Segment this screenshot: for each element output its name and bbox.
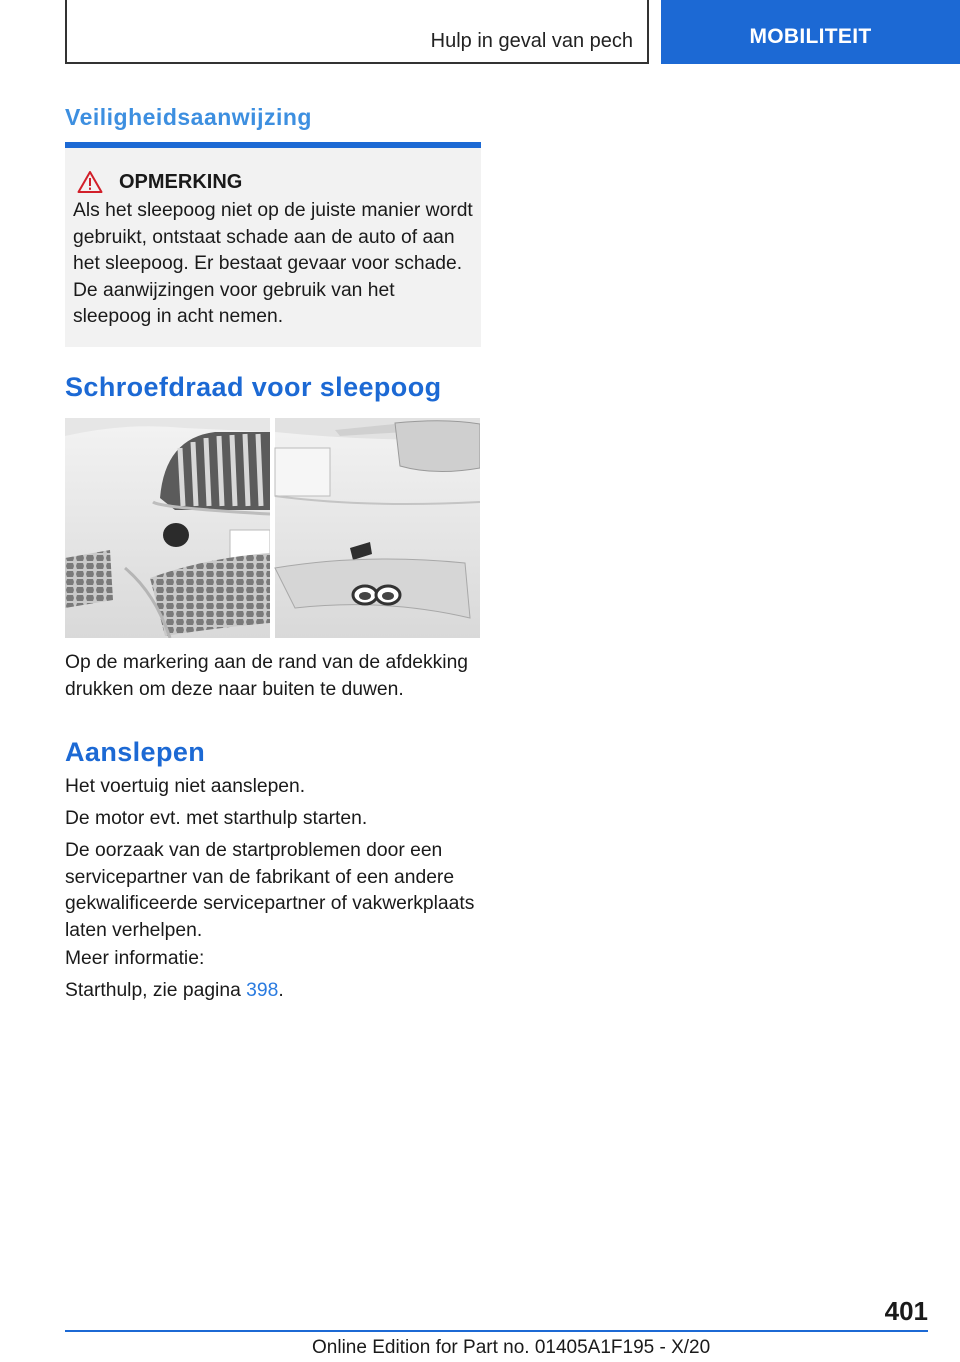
- towing-paragraph-2: De motor evt. met starthulp starten.: [65, 808, 368, 829]
- towing-reference: [65, 978, 485, 1005]
- header-chapter-tab[interactable]: [661, 0, 960, 64]
- towing-heading: Aanslepen: [65, 737, 206, 767]
- warning-triangle-icon: [77, 170, 103, 194]
- warning-note-header: [73, 170, 473, 194]
- footer-divider: [65, 1330, 928, 1332]
- header-section-title: Hulp in geval van pech: [430, 30, 633, 52]
- towing-paragraph-1: Het voertuig niet aanslepen.: [65, 776, 306, 797]
- warning-note: [65, 142, 481, 347]
- thread-heading: Schroefdraad voor sleepoog: [65, 372, 442, 402]
- towing-paragraph-4: Meer informatie:: [65, 948, 205, 969]
- bumper-illustration: [65, 418, 480, 638]
- bumper-illustration-graphic: [65, 418, 480, 638]
- towing-paragraph-3: De oorzaak van de startproblemen door een servicepartner van de fabrikant of een andere gekwalificeerde servicepartner of vakwerkplaats laten verhelpen.: [65, 840, 475, 941]
- reference-prefix: Starthulp, zie pagina: [65, 980, 241, 1001]
- page-reference-link[interactable]: 398: [246, 980, 279, 1001]
- page-number: 401: [884, 1296, 928, 1326]
- header-chapter-label: MOBILITEIT: [749, 25, 872, 48]
- header-box: [65, 0, 649, 64]
- safety-heading: Veiligheidsaanwijzing: [65, 104, 312, 130]
- warning-note-title: OPMERKING: [119, 170, 243, 193]
- warning-note-text: Als het sleepoog niet op de juiste manier wordt gebruikt, ontstaat schade aan de auto of aan het sleepoog. Er bestaat gevaar voor schade. De aanwijzingen voor gebruik van het sleepoog in acht nemen.: [73, 200, 473, 327]
- reference-suffix: .: [278, 980, 284, 1001]
- thread-caption: Op de markering aan de rand van de afdekking drukken om deze naar buiten te duwen.: [65, 652, 469, 700]
- footer-edition: Online Edition for Part no. 01405A1F195 - X/20: [312, 1337, 711, 1358]
